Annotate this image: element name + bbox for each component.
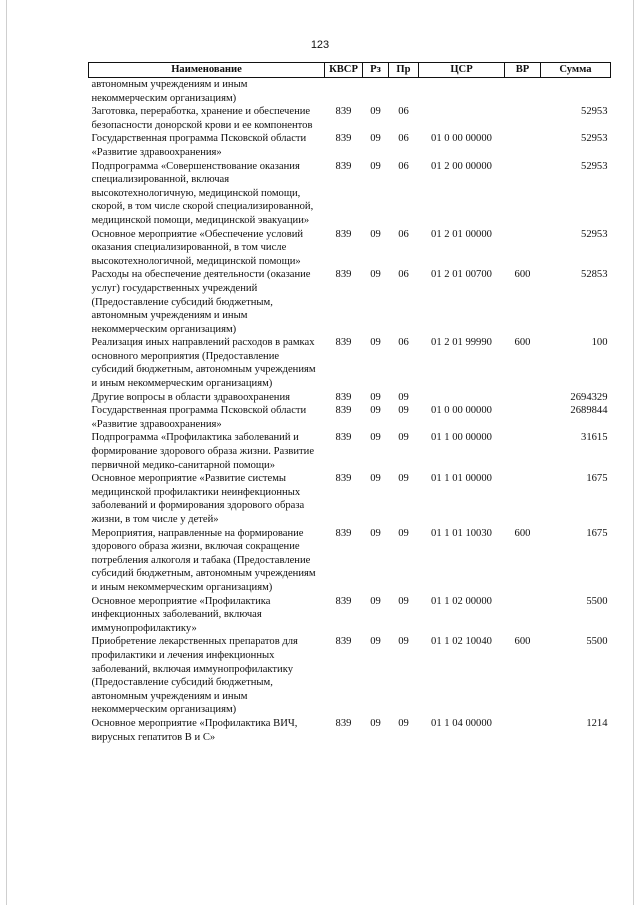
cell-kvsr: 839	[335, 269, 352, 281]
cell-vr	[505, 717, 541, 744]
table-row	[89, 78, 611, 106]
cell-csr: 01 2 00 00000	[431, 160, 492, 172]
cell-kvsr: 839	[335, 636, 352, 648]
cell-pr: 09	[398, 405, 409, 417]
header-name: Наименование	[89, 63, 325, 78]
cell-vr	[505, 391, 541, 405]
cell-rz: 09	[370, 269, 381, 281]
cell-csr: 01 1 01 10030	[431, 527, 492, 539]
table-row	[89, 404, 611, 431]
cell-kvsr: 839	[335, 405, 352, 417]
cell-vr	[505, 132, 541, 159]
cell-vr	[505, 431, 541, 472]
cell-rz: 09	[370, 228, 381, 240]
cell-name: Основное мероприятие «Обеспечение условий оказания специализированной, в том числе высокотехнологичной, медицинской помощи»	[91, 228, 304, 267]
cell-pr: 09	[398, 717, 409, 729]
cell-vr	[505, 105, 541, 132]
cell-csr	[419, 391, 505, 405]
cell-sum: 100	[591, 337, 608, 349]
cell-name: Основное мероприятие «Профилактика инфекционных заболеваний, включая иммунопрофилактику»	[91, 595, 271, 634]
cell-sum: 52953	[581, 160, 608, 172]
cell-vr	[505, 472, 541, 526]
cell-sum: 1675	[586, 473, 608, 485]
cell-rz: 09	[370, 636, 381, 648]
cell-sum: 5500	[586, 636, 608, 648]
cell-csr: 01 1 02 10040	[431, 636, 492, 648]
table-row	[89, 228, 611, 269]
cell-vr	[505, 404, 541, 431]
table-row	[89, 635, 611, 717]
table-row	[89, 132, 611, 159]
cell-kvsr: 839	[335, 473, 352, 485]
cell-pr: 06	[398, 106, 409, 118]
cell-vr: 600	[514, 337, 531, 349]
cell-name: Заготовка, переработка, хранение и обеспечение безопасности донорской крови и ее компонентов	[91, 106, 313, 131]
table-row	[89, 431, 611, 472]
table-row	[89, 105, 611, 132]
cell-name: Расходы на обеспечение деятельности (оказание услуг) государственных учреждений (Предоставление субсидий бюджетным, автономным учреждениям и иным некоммерческим организациям)	[91, 269, 311, 335]
cell-name: Мероприятия, направленные на формирование здорового образа жизни, включая сокращение потребления алкоголя и табака (Предоставление субсидий бюджетным, автономным учреждениям и иным некоммерческим организациям)	[91, 527, 316, 593]
header-rz: Рз	[363, 63, 389, 78]
cell-rz: 09	[370, 595, 381, 607]
cell-name: Другие вопросы в области здравоохранения	[91, 391, 290, 403]
cell-kvsr: 839	[335, 133, 352, 145]
cell-name: Основное мероприятие «Развитие системы медицинской профилактики неинфекционных заболеваний и формирования здорового образа жизни, в том числе у детей»	[91, 473, 305, 525]
header-vr: ВР	[505, 63, 541, 78]
cell-kvsr: 839	[335, 337, 352, 349]
cell-pr: 06	[398, 228, 409, 240]
cell-csr: 01 2 01 99990	[431, 337, 492, 349]
cell-pr: 06	[398, 133, 409, 145]
cell-sum: 52953	[581, 106, 608, 118]
cell-vr: 600	[514, 269, 531, 281]
cell-pr: 09	[398, 473, 409, 485]
cell-pr: 06	[398, 160, 409, 172]
cell-sum: 52853	[581, 269, 608, 281]
cell-kvsr: 839	[335, 717, 352, 729]
cell-kvsr: 839	[335, 228, 352, 240]
cell-name: Подпрограмма «Совершенствование оказания специализированной, включая высокотехнологичную, медицинской помощи, скорой, в том числе скорой специализированной, медицинской помощи, медицинской эвакуации»	[91, 160, 314, 226]
budget-table	[88, 62, 611, 744]
cell-csr: 01 1 02 00000	[431, 595, 492, 607]
cell-rz: 09	[370, 337, 381, 349]
cell-sum: 1675	[586, 527, 608, 539]
cell-csr: 01 1 04 00000	[431, 717, 492, 729]
cell-csr: 01 1 00 00000	[431, 432, 492, 444]
cell-pr	[389, 78, 419, 106]
cell-pr: 09	[398, 595, 409, 607]
cell-vr: 600	[514, 527, 531, 539]
table-row	[89, 717, 611, 744]
cell-vr: 600	[514, 636, 531, 648]
cell-sum: 2694329	[570, 391, 608, 403]
cell-sum: 1214	[586, 717, 608, 729]
cell-csr	[419, 105, 505, 132]
cell-pr: 09	[398, 527, 409, 539]
header-row	[89, 63, 611, 78]
cell-vr	[505, 595, 541, 636]
cell-kvsr	[325, 78, 363, 106]
cell-vr	[505, 78, 541, 106]
table-row	[89, 268, 611, 336]
cell-rz: 09	[370, 405, 381, 417]
cell-name: Подпрограмма «Профилактика заболеваний и формирование здорового образа жизни. Развитие первичной медико-санитарной помощи»	[91, 432, 315, 471]
cell-sum: 31615	[581, 432, 608, 444]
cell-rz: 09	[370, 160, 381, 172]
cell-rz: 09	[370, 717, 381, 729]
header-pr: Пр	[389, 63, 419, 78]
cell-csr	[419, 78, 505, 106]
cell-name: Государственная программа Псковской области «Развитие здравоохранения»	[91, 405, 307, 430]
cell-rz: 09	[370, 391, 381, 403]
cell-kvsr: 839	[335, 391, 352, 403]
cell-csr: 01 2 01 00700	[431, 269, 492, 281]
cell-pr: 06	[398, 269, 409, 281]
table-header	[89, 63, 611, 78]
cell-csr: 01 0 00 00000	[431, 133, 492, 145]
left-scan-edge	[6, 0, 7, 905]
table-row	[89, 160, 611, 228]
cell-vr	[505, 228, 541, 269]
cell-rz: 09	[370, 106, 381, 118]
table-row	[89, 472, 611, 526]
cell-pr: 06	[398, 337, 409, 349]
table-body	[89, 78, 611, 745]
cell-kvsr: 839	[335, 432, 352, 444]
cell-pr: 09	[398, 391, 409, 403]
header-sum: Сумма	[541, 63, 611, 78]
table-row	[89, 391, 611, 405]
cell-rz	[363, 78, 389, 106]
cell-name: Реализация иных направлений расходов в рамках основного мероприятия (Предоставление субсидий бюджетным, автономным учреждениям и иным некоммерческим организациям)	[91, 337, 316, 390]
cell-name: Государственная программа Псковской области «Развитие здравоохранения»	[91, 133, 307, 158]
cell-csr: 01 2 01 00000	[431, 228, 492, 240]
cell-sum: 52953	[581, 228, 608, 240]
cell-rz: 09	[370, 432, 381, 444]
cell-pr: 09	[398, 432, 409, 444]
cell-pr: 09	[398, 636, 409, 648]
cell-rz: 09	[370, 133, 381, 145]
header-kvsr: КВСР	[325, 63, 363, 78]
page-number: 123	[310, 39, 330, 51]
cell-rz: 09	[370, 473, 381, 485]
cell-sum: 52953	[581, 133, 608, 145]
cell-kvsr: 839	[335, 160, 352, 172]
cell-kvsr: 839	[335, 527, 352, 539]
cell-sum: 2689844	[570, 405, 608, 417]
table-row	[89, 336, 611, 390]
cell-kvsr: 839	[335, 595, 352, 607]
cell-rz: 09	[370, 527, 381, 539]
table-row	[89, 527, 611, 595]
table-row	[89, 595, 611, 636]
cell-vr	[505, 160, 541, 228]
cell-sum: 5500	[586, 595, 608, 607]
right-scan-edge	[633, 0, 634, 905]
cell-csr: 01 0 00 00000	[431, 405, 492, 417]
cell-csr: 01 1 01 00000	[431, 473, 492, 485]
cell-sum	[541, 78, 611, 106]
cell-name: Приобретение лекарственных препаратов для профилактики и лечения инфекционных заболеваний, включая иммунопрофилактику (Предоставление субсидий бюджетным, автономным учреждениям и иным некоммерческим организациям)	[91, 636, 298, 716]
cell-name: автономным учреждениям и иным некоммерческим организациям)	[91, 79, 248, 104]
header-csr: ЦСР	[419, 63, 505, 78]
cell-kvsr: 839	[335, 106, 352, 118]
cell-name: Основное мероприятие «Профилактика ВИЧ, вирусных гепатитов В и С»	[91, 717, 298, 743]
